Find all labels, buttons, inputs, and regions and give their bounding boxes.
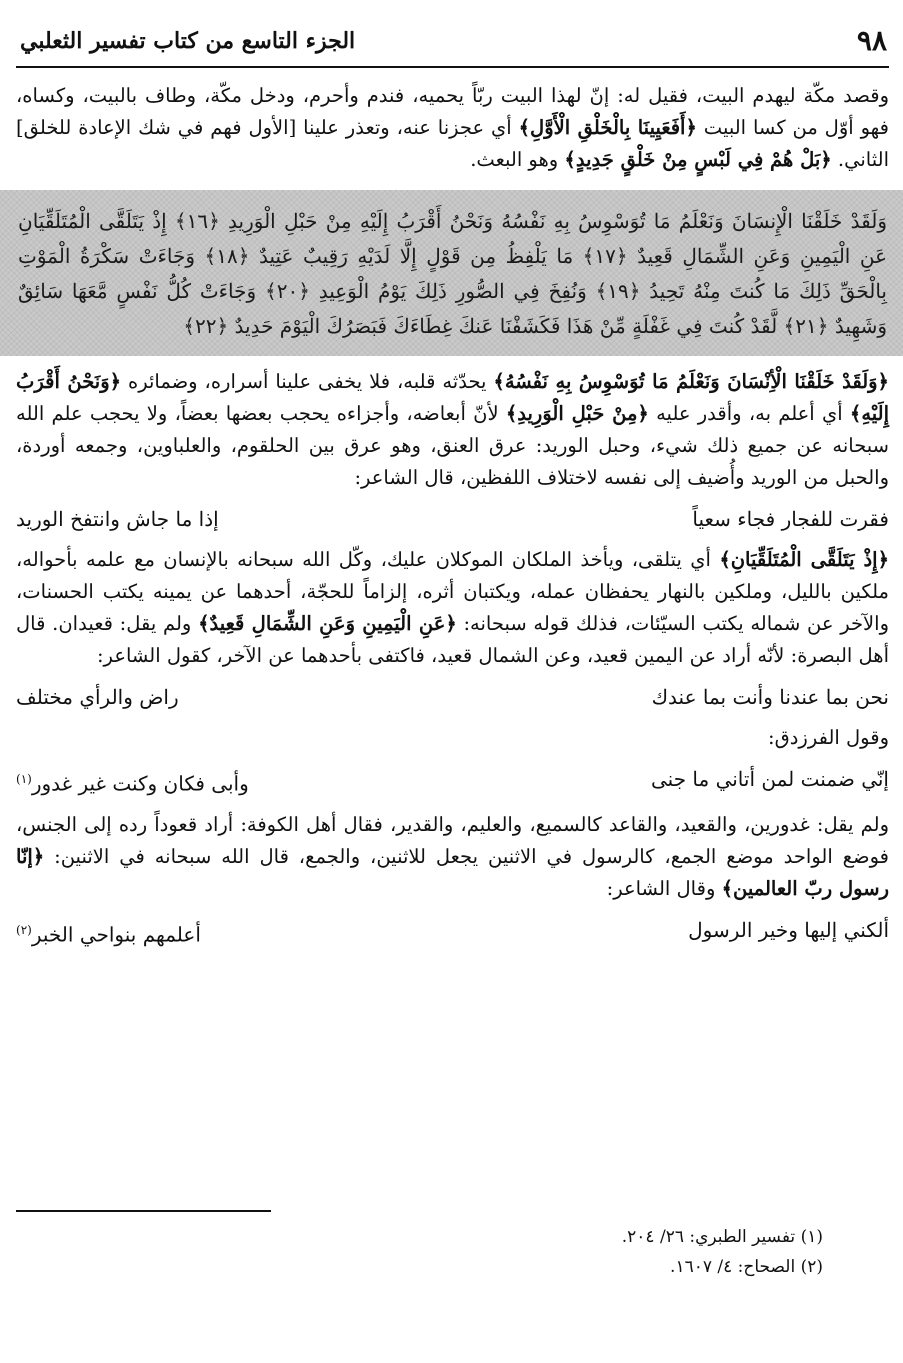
running-title: الجزء التاسع من كتاب تفسير الثعلبي xyxy=(20,28,356,54)
footnote-text: الصحاح: ٤/ ١٦٠٧. xyxy=(670,1257,796,1277)
paragraph-1 xyxy=(16,80,889,176)
quran-verse: ﴿مِنْ حَبْلِ الْوَرِيدِ﴾ xyxy=(505,402,649,425)
footnote-ref[interactable]: (٢) xyxy=(16,922,32,937)
para-text: أي أعلم به، وأقدر عليه xyxy=(648,402,850,425)
poem-first-hemistich: فقرت للفجار فجاء سعياً xyxy=(692,507,889,531)
quran-verse: ﴿وَنَحْنُ أَقْرَبُ إِلَيْهِ﴾ xyxy=(16,370,890,425)
para-text: ولم يقل: قعيدان. قال أهل البصرة: لأنّه أراد عن اليمين قعيد، وعن الشمال قعيد، فاكتفى بأحدهما عن الآخر، كقول الشاعر: xyxy=(16,612,889,667)
quran-verse: ﴿إِذْ يَتَلَقَّى الْمُتَلَقِّيَانِ﴾ xyxy=(719,548,889,571)
paragraph-5 xyxy=(16,809,889,905)
poem-verse-3 xyxy=(16,762,889,801)
para-text: أي عجزنا عنه، وتعذر علينا [الأول فهم في شك الإعادة للخلق] الثاني. xyxy=(16,116,889,171)
footnotes xyxy=(622,1222,823,1282)
book-page xyxy=(16,18,889,959)
paragraph-4: وقول الفرزدق: xyxy=(768,726,889,749)
poem-verse-1 xyxy=(16,502,889,536)
footnote-text: تفسير الطبري: ٢٦/ ٢٠٤. xyxy=(621,1227,796,1247)
para-text: وهو البعث. xyxy=(470,148,565,171)
poem-verse-4 xyxy=(16,913,889,952)
footnote-number: (١) xyxy=(800,1227,823,1247)
quran-passage-box xyxy=(0,190,903,356)
poem-first-hemistich: إنّي ضمنت لمن أتاني ما جنى xyxy=(650,767,889,791)
para-text: يحدّثه قلبه، فلا يخفى علينا أسراره، وضمائره xyxy=(121,370,494,393)
para-text: لأنّ أبعاضه، وأجزاءه يحجب بعضها بعضاً، ولا يحجب علم الله سبحانه عن جميع ذلك شيء، وحبل الوريد: عرق العنق، وهو عرق بين الحلقوم، والعلباوين، وجمعه أوردة، والحبل من الوريد وأُضيف إلى نفسه لاختلاف اللفظين، قال الشاعر: xyxy=(16,402,889,489)
poem-second-hemistich: راض والرأي مختلف xyxy=(16,685,179,709)
quran-verse: ﴿وَلَقَدْ خَلَقْنَا الْأِنْسَانَ وَنَعْلَمُ مَا تُوَسْوِسُ بِهِ نَفْسُهُ﴾ xyxy=(493,370,889,393)
quran-verse: ﴿إنّا رسول ربّ العالمين﴾ xyxy=(16,844,889,900)
quran-passage-text: وَلَقَدْ خَلَقْنَا الْإِنسَانَ وَنَعْلَمُ مَا تُوَسْوِسُ بِهِ نَفْسُهُ وَنَحْنُ أَقْرَبُ إِلَيْهِ مِنْ حَبْلِ الْوَرِيدِ ﴿١٦﴾ إِذْ يَتَلَقَّى الْمُتَلَقِّيَانِ عَنِ الْيَمِينِ وَعَنِ الشِّمَالِ قَعِيدٌ ﴿١٧﴾ مَا يَلْفِظُ مِن قَوْلٍ إِلَّا لَدَيْهِ رَقِيبٌ عَتِيدٌ ﴿١٨﴾ وَجَاءَتْ سَكْرَةُ الْمَوْتِ بِالْحَقِّ ذَلِكَ مَا كُنتَ مِنْهُ تَحِيدُ ﴿١٩﴾ وَنُفِخَ فِي الصُّورِ ذَلِكَ يَوْمُ الْوَعِيدِ ﴿٢٠﴾ وَجَاءَتْ كُلُّ نَفْسٍ مَّعَهَا سَائِقٌ وَشَهِيدٌ ﴿٢١﴾ لَّقَدْ كُنتَ فِي غَفْلَةٍ مِّنْ هَذَا فَكَشَفْنَا عَنكَ غِطَاءَكَ فَبَصَرُكَ الْيَوْمَ حَدِيدٌ ﴿٢٢﴾ xyxy=(18,209,887,338)
para-text: أي يتلقى، ويأخذ الملكان الموكلان عليك، وكّل الله سبحانه بالإنسان مع علمه بأحواله، ملكين بالليل، وملكين بالنهار يحفظان عمله، ويكتبان أثره، إلزاماً للحجّة، أحدهما عن يمينه يكتب الحسنات، والآخر عن شماله يكتب السيّئات، فذلك قوله سبحانه: xyxy=(16,548,889,635)
footnote-item xyxy=(622,1252,823,1282)
paragraph-2 xyxy=(16,366,889,494)
page-header xyxy=(16,18,889,68)
poem-verse-2 xyxy=(16,680,889,714)
quran-verse: ﴿أَفَعَيِينَا بِالْخَلْقِ الْأَوَّلِ﴾ xyxy=(518,116,697,139)
poem-second-hemistich-wrap xyxy=(16,913,426,952)
poem-second-hemistich: وأبى فكان وكنت غير غدور xyxy=(31,771,249,796)
para-text: وقصد مكّة ليهدم البيت، فقيل له: إنّ لهذا البيت ربّاً يحميه، فندم وأحرم، ودخل مكّة، وطاف بالبيت، وكساه، فهو أوّل من كسا البيت xyxy=(16,84,889,139)
poem-second-hemistich: أعلمهم بنواحي الخبر xyxy=(31,922,201,947)
poem-second-hemistich-wrap xyxy=(16,762,426,801)
para-text: ولم يقل: غدورين، والقعيد، والقاعد كالسميع، والعليم، والقدير، فقال أهل الكوفة: أراد قعوداً رده إلى الجنس، فوضع الواحد موضع الجمع، كالرسول في الاثنين يجعل للاثنين، والجمع، قال الله سبحانه في الاثنين: xyxy=(16,812,889,868)
footnote-divider xyxy=(16,1210,271,1212)
poem-second-hemistich: إذا ما جاش وانتفخ الوريد xyxy=(16,507,219,531)
quran-verse: ﴿عَنِ الْيَمِينِ وَعَنِ الشِّمَالِ قَعِيدٌ﴾ xyxy=(198,612,457,635)
footnote-item xyxy=(622,1222,823,1252)
poem-first-hemistich: نحن بما عندنا وأنت بما عندك xyxy=(651,685,889,709)
paragraph-3 xyxy=(16,544,889,672)
poem-first-hemistich: ألكني إليها وخير الرسول xyxy=(688,917,889,942)
page-number: ٩٨ xyxy=(856,24,887,57)
para-text: وقال الشاعر: xyxy=(606,876,722,900)
footnote-ref[interactable]: (١) xyxy=(16,772,32,786)
quran-verse: ﴿بَلْ هُمْ فِي لَبْسٍ مِنْ خَلْقٍ جَدِيدٍ﴾ xyxy=(564,148,832,171)
footnote-number: (٢) xyxy=(800,1257,823,1277)
